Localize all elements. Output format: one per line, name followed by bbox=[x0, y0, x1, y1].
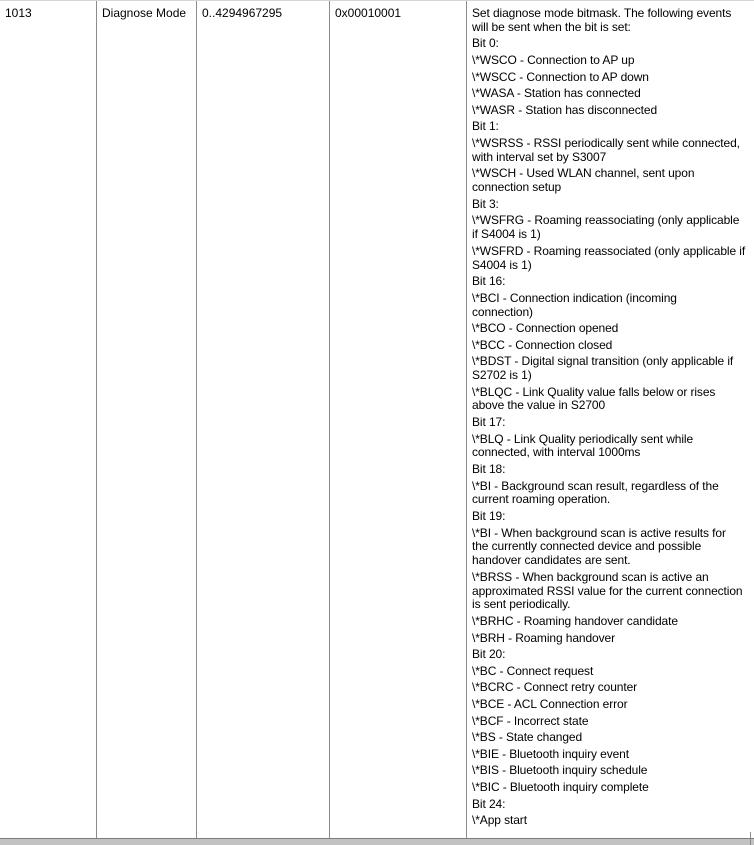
description-line: \*BDST - Digital signal transition (only applicable if bbox=[472, 354, 734, 369]
description-paragraph bbox=[472, 137, 751, 165]
description-line: \*WASR - Station has disconnected bbox=[472, 102, 658, 117]
table-right-border bbox=[750, 832, 751, 845]
description-paragraph bbox=[472, 665, 751, 679]
description-paragraph bbox=[472, 104, 751, 118]
description-line: the currently connected device and possible bbox=[472, 539, 702, 554]
param-default-value: 0x00010001 bbox=[335, 6, 402, 20]
description-paragraph bbox=[472, 731, 751, 745]
description-line: Bit 24: bbox=[472, 796, 506, 811]
description-paragraph bbox=[472, 433, 751, 461]
description-line: \*BCC - Connection closed bbox=[472, 337, 613, 352]
description-paragraph bbox=[472, 87, 751, 101]
description-paragraph bbox=[472, 632, 751, 646]
description-paragraph bbox=[472, 37, 751, 51]
description-line: above the value in S2700 bbox=[472, 398, 606, 413]
description-paragraph bbox=[472, 245, 751, 273]
param-id: 1013 bbox=[5, 6, 32, 20]
description-paragraph bbox=[472, 571, 751, 612]
description-line: \*BI - Background scan result, regardless of the bbox=[472, 478, 719, 493]
description-paragraph bbox=[472, 7, 751, 35]
description-line: Bit 0: bbox=[472, 36, 499, 51]
description-line: \*WSCO - Connection to AP up bbox=[472, 52, 635, 67]
description-line: approximated RSSI value for the current connection bbox=[472, 583, 743, 598]
description-paragraph bbox=[472, 814, 751, 828]
description-paragraph bbox=[472, 120, 751, 134]
description-line: \*BIS - Bluetooth inquiry schedule bbox=[472, 763, 648, 778]
description-paragraph bbox=[472, 214, 751, 242]
description-line: connection setup bbox=[472, 180, 562, 195]
description-line: \*BLQ - Link Quality periodically sent while bbox=[472, 431, 694, 446]
param-name-cell bbox=[97, 1, 197, 838]
description-paragraph bbox=[472, 292, 751, 320]
description-line: handover candidates are sent. bbox=[472, 553, 631, 568]
description-line: Set diagnose mode bitmask. The following events bbox=[472, 6, 732, 20]
description-paragraph bbox=[472, 698, 751, 712]
description-paragraph bbox=[472, 748, 751, 762]
description-paragraph bbox=[472, 54, 751, 68]
description-line: S4004 is 1) bbox=[472, 257, 532, 272]
description-line: is sent periodically. bbox=[472, 597, 571, 612]
description-line: connected, with interval 1000ms bbox=[472, 445, 641, 460]
description-line: \*BS - State changed bbox=[472, 730, 583, 745]
description-paragraph bbox=[472, 615, 751, 629]
description-line: Bit 17: bbox=[472, 415, 506, 430]
description-line: connection) bbox=[472, 304, 533, 319]
description-paragraph bbox=[472, 275, 751, 289]
description-paragraph bbox=[472, 416, 751, 430]
description-line: current roaming operation. bbox=[472, 492, 611, 507]
description-line: if S4004 is 1) bbox=[472, 227, 541, 242]
description-paragraph bbox=[472, 527, 751, 568]
description-line: \*BC - Connect request bbox=[472, 663, 594, 678]
description-paragraph bbox=[472, 167, 751, 195]
description-paragraph bbox=[472, 339, 751, 353]
description-line: \*BIE - Bluetooth inquiry event bbox=[472, 746, 629, 761]
description-line: Bit 16: bbox=[472, 274, 506, 289]
param-range-cell bbox=[197, 1, 330, 838]
description-paragraph bbox=[472, 781, 751, 795]
description-line: \*BRH - Roaming handover bbox=[472, 630, 616, 645]
description-line: \*BRHC - Roaming handover candidate bbox=[472, 614, 678, 628]
description-paragraph bbox=[472, 463, 751, 477]
description-line: \*BCRC - Connect retry counter bbox=[472, 680, 638, 695]
description-line: S2702 is 1) bbox=[472, 368, 532, 383]
description-line: \*BCE - ACL Connection error bbox=[472, 696, 628, 711]
param-default-cell bbox=[330, 1, 467, 838]
description-line: \*BCI - Connection indication (incoming bbox=[472, 290, 677, 305]
description-paragraph bbox=[472, 764, 751, 778]
description-line: \*BIC - Bluetooth inquiry complete bbox=[472, 779, 649, 794]
description-paragraph bbox=[472, 715, 751, 729]
description-line: \*BCO - Connection opened bbox=[472, 321, 619, 336]
description-line: \*WSCC - Connection to AP down bbox=[472, 69, 649, 84]
description-line: with interval set by S3007 bbox=[472, 149, 607, 164]
description-line: Bit 1: bbox=[472, 119, 499, 134]
description-line: \*BCF - Incorrect state bbox=[472, 713, 589, 728]
description-paragraph bbox=[472, 681, 751, 695]
description-paragraph bbox=[472, 480, 751, 508]
description-line: \*BRSS - When background scan is active an bbox=[472, 569, 709, 584]
description-line: \*BI - When background scan is active results for bbox=[472, 525, 726, 540]
description-line: Bit 18: bbox=[472, 462, 506, 477]
next-row-strip bbox=[0, 839, 754, 845]
description-paragraph bbox=[472, 71, 751, 85]
description-line: \*BLQC - Link Quality value falls below or rises bbox=[472, 384, 716, 399]
param-range: 0..4294967295 bbox=[202, 6, 283, 20]
description-line: will be sent when the bit is set: bbox=[472, 19, 631, 34]
description-paragraph bbox=[472, 648, 751, 662]
description-line: Bit 20: bbox=[472, 647, 506, 662]
description-line: \*WSCH - Used WLAN channel, sent upon bbox=[472, 166, 695, 181]
description-line: Bit 19: bbox=[472, 509, 506, 524]
description-paragraph bbox=[472, 322, 751, 336]
description-line: \*WSFRD - Roaming reassociated (only applicable if bbox=[472, 243, 746, 258]
param-name: Diagnose Mode bbox=[102, 6, 187, 20]
description-line: Bit 3: bbox=[472, 196, 499, 211]
description-line: \*App start bbox=[472, 813, 527, 828]
description-paragraph bbox=[472, 198, 751, 212]
description-line: \*WSRSS - RSSI periodically sent while connected, bbox=[472, 135, 740, 150]
description-paragraph bbox=[472, 355, 751, 383]
description-line: \*WASA - Station has connected bbox=[472, 86, 641, 101]
param-description-cell bbox=[467, 1, 754, 838]
description-paragraph bbox=[472, 510, 751, 524]
param-id-cell bbox=[0, 1, 97, 838]
description-paragraph bbox=[472, 386, 751, 414]
description-paragraph bbox=[472, 798, 751, 812]
description-line: \*WSFRG - Roaming reassociating (only applicable bbox=[472, 213, 740, 228]
